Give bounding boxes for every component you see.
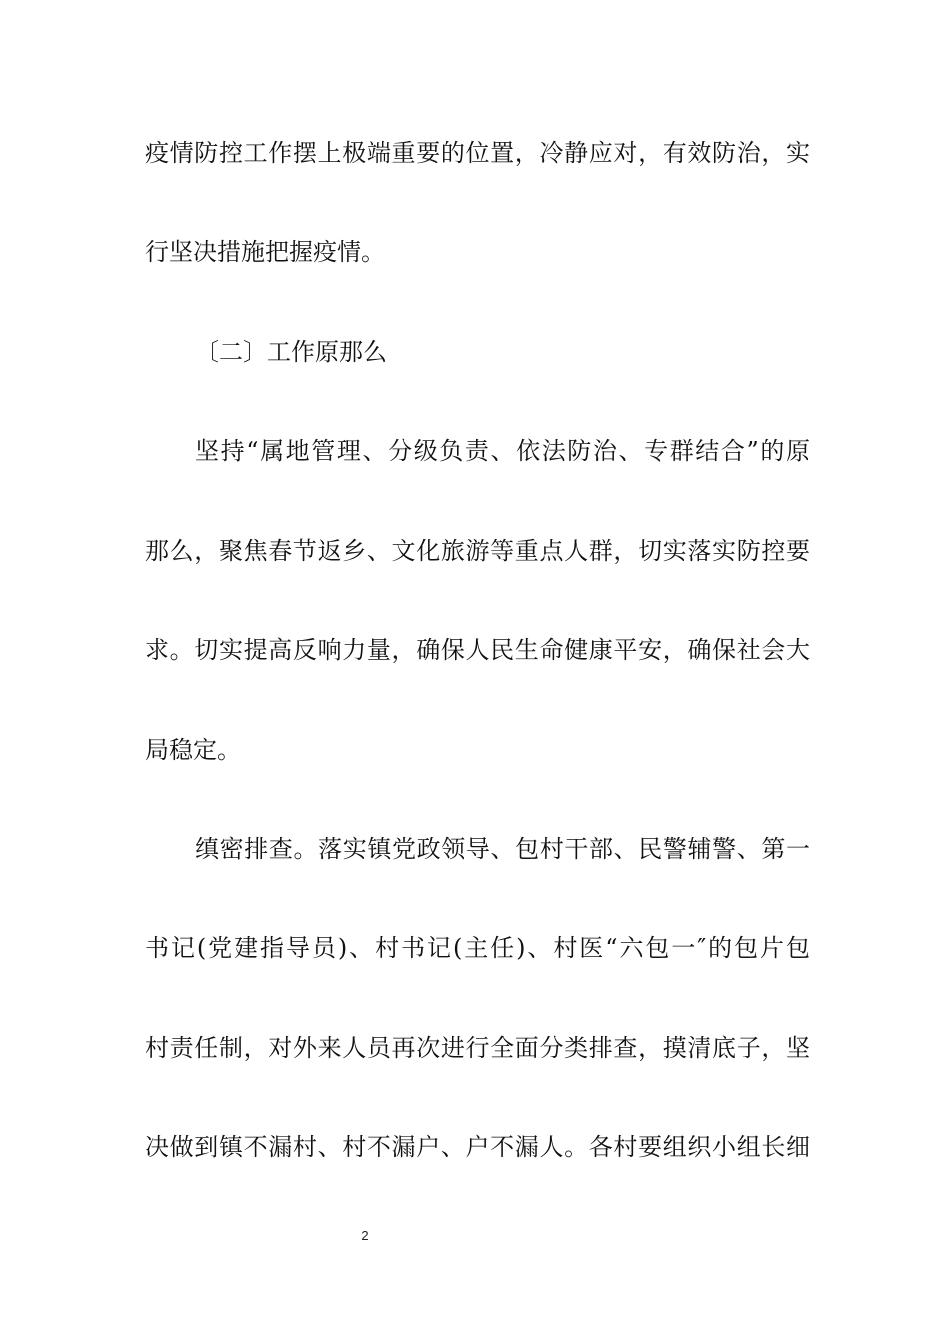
paragraph-line: 决做到镇不漏村、村不漏户、户不漏人。各村要组织小组长细: [145, 1133, 810, 1161]
paragraph-line: 坚持“属地管理、分级负责、依法防治、专群结合”的原: [195, 437, 810, 465]
paragraph-line: 求。切实提高反响力量，确保人民生命健康平安，确保社会大: [145, 636, 810, 664]
paragraph-line: 书记(党建指导员)、村书记(主任)、村医“六包一″的包片包: [145, 934, 810, 962]
paragraph-line: 行坚决措施把握疫情。: [145, 238, 385, 266]
section-heading: 〔二〕工作原那么: [195, 338, 387, 366]
paragraph-line: 村责任制，对外来人员再次进行全面分类排查，摸清底子，坚: [145, 1034, 810, 1062]
paragraph-line: 疫情防控工作摆上极端重要的位置，冷静应对，有效防治，实: [145, 139, 810, 167]
page-number: 2: [361, 1228, 369, 1243]
paragraph-line: 那么，聚焦春节返乡、文化旅游等重点人群，切实落实防控要: [145, 537, 810, 565]
paragraph-line: 局稳定。: [145, 736, 241, 764]
paragraph-line: 缜密排查。落实镇党政领导、包村干部、民警辅警、第一: [195, 835, 810, 863]
